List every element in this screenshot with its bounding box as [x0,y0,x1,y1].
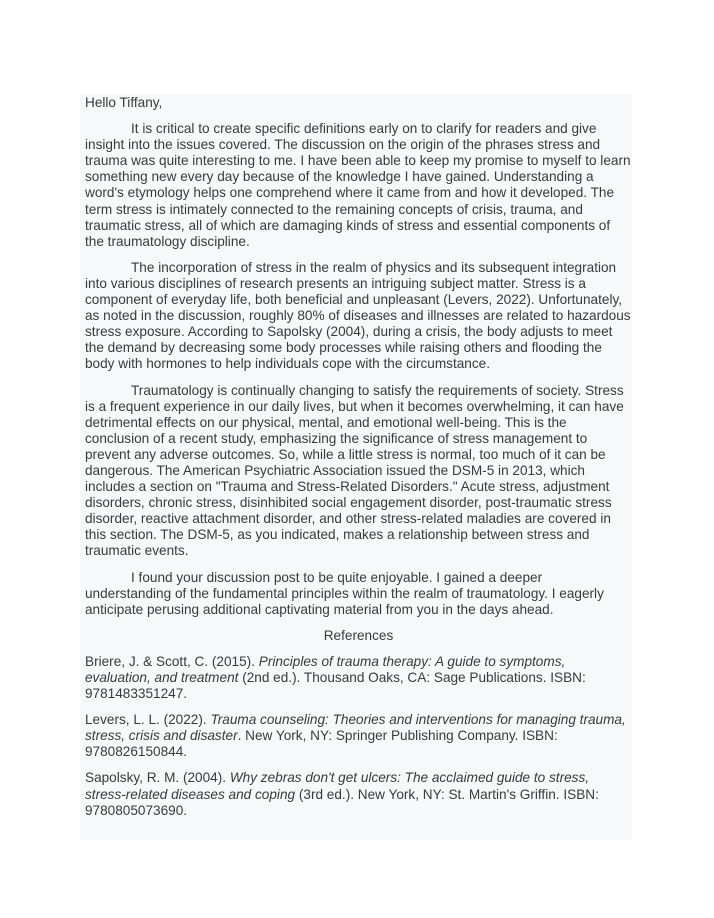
reference-entry-levers [85,712,632,760]
reference-publication: (2nd ed.). Thousand Oaks, CA: Sage Publications. ISBN: 9781483351247. [85,670,586,702]
reference-title: Why zebras don't get ulcers: The acclaimed guide to stress, stress-related diseases and coping [85,770,590,802]
reference-entry-briere [85,654,632,702]
paragraph-2: The incorporation of stress in the realm of physics and its subsequent integration into various disciplines of research presents an intriguing subject matter. Stress is a component of everyday life, both beneficial and unpleasant (Levers, 2022). Unfortunately, as noted in the discussion, roughly 80% of diseases and illnesses are related to hazardous stress exposure. According to Sapolsky (2004), during a crisis, the body adjusts to meet the demand by decreasing some body processes while raising others and flooding the body with hormones to help individuals cope with the circumstance. [85,259,631,372]
greeting: Hello Tiffany, [85,95,163,110]
paragraph-1: It is critical to create specific definitions early on to clarify for readers and give insight into the issues covered. The discussion on the origin of the phrases stress and trauma was quite interesting to me. I have been able to keep my promise to myself to learn something new every day because of the knowledge I have gained. Understanding a word's etymology helps one comprehend where it came from and how it developed. The term stress is intimately connected to the remaining concepts of crisis, trauma, and traumatic stress, all of which are damaging kinds of stress and essential components of the traumatology discipline. [85,121,631,249]
reference-entry-sapolsky [85,770,632,818]
reference-authors: Levers, L. L. (2022). [85,712,211,728]
reference-publication: (3rd ed.). New York, NY: St. Martin's Griffin. ISBN: 9780805073690. [85,786,599,818]
paragraph-3: Traumatology is continually changing to satisfy the requirements of society. Stress is a frequent experience in our daily lives, but when it becomes overwhelming, it can have detrimental effects on our physical, mental, and emotional well-being. This is the conclusion of a recent study, emphasizing the significance of stress management to prevent any adverse outcomes. So, while a little stress is normal, too much of it can be dangerous. The American Psychiatric Association issued the DSM-5 in 2013, which includes a section on "Trauma and Stress-Related Disorders." Acute stress, adjustment disorders, chronic stress, disinhibited social engagement disorder, post-traumatic stress disorder, reactive attachment disorder, and other stress-related maladies are covered in this section. The DSM-5, as you indicated, makes a relationship between stress and traumatic events. [85,382,624,559]
reference-title: Trauma counseling: Theories and interventions for managing trauma, stress, crisis and disaster [85,712,626,744]
document-body [80,94,632,840]
reference-authors: Sapolsky, R. M. (2004). [85,770,230,786]
reference-title: Principles of trauma therapy: A guide to symptoms, evaluation, and treatment [85,653,566,685]
reference-authors: Briere, J. & Scott, C. (2015). [85,653,259,669]
paragraph-4: I found your discussion post to be quite enjoyable. I gained a deeper understanding of the fundamental principles within the realm of traumatology. I eagerly anticipate perusing additional captivating material from you in the days ahead. [85,569,604,617]
references-heading: References [323,627,394,643]
reference-publication: . New York, NY: Springer Publishing Company. ISBN: 9780826150844. [85,728,558,760]
